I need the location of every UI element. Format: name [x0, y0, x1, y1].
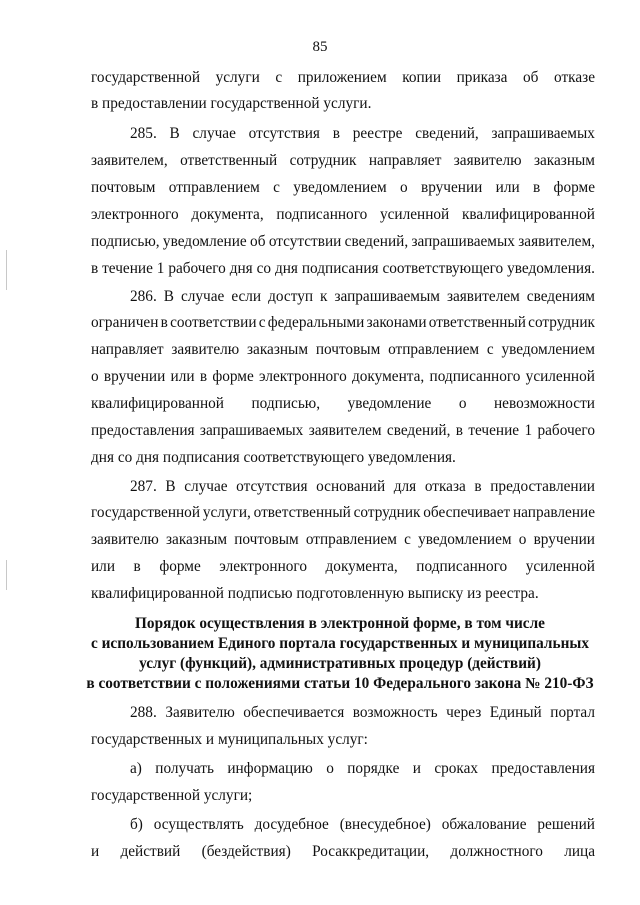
- word: (бездействия): [201, 843, 291, 860]
- text-line: [91, 367, 595, 387]
- word: течение: [102, 260, 153, 277]
- text-line: [91, 394, 595, 414]
- word: уведомлением: [293, 179, 387, 196]
- word: случае: [192, 125, 236, 142]
- word: 1: [524, 422, 533, 439]
- word: б): [130, 816, 143, 833]
- word: вручении: [420, 179, 483, 196]
- heading-line: в соответствии с положениями статьи 10 Федерального закона № 210-ФЗ: [86, 675, 594, 692]
- word: или: [170, 368, 195, 385]
- word: обжалование: [441, 816, 527, 833]
- word: 286.: [130, 288, 157, 305]
- word: Единый: [489, 704, 542, 721]
- heading-line: Порядок осуществления в электронной форме, в том числе: [135, 615, 545, 632]
- word: получать: [155, 760, 214, 777]
- word: заявителю: [171, 341, 240, 358]
- word: уведомлением: [501, 341, 595, 358]
- word: случае: [180, 288, 225, 305]
- text-line: [91, 232, 595, 252]
- word: сотрудник: [353, 504, 421, 521]
- word: заявителю: [91, 531, 159, 548]
- word: о: [326, 760, 334, 777]
- word: квалифицированной: [461, 206, 595, 223]
- word: предоставления: [91, 422, 195, 439]
- text-line: [91, 68, 595, 88]
- word: В: [169, 125, 180, 142]
- word: подписью,: [91, 233, 160, 250]
- word: рабочего: [168, 260, 226, 277]
- word: форме: [212, 368, 254, 385]
- page-number: 85: [312, 39, 328, 55]
- word: подписанного: [276, 206, 368, 223]
- word: о: [91, 368, 99, 385]
- text-line: [91, 205, 595, 225]
- word: дня: [229, 260, 253, 277]
- word: лица: [564, 843, 595, 860]
- word: заявителем: [446, 288, 520, 305]
- word: решений: [537, 816, 595, 833]
- word: сотрудник: [289, 152, 357, 169]
- word: ограничен: [91, 314, 159, 331]
- word: усиленной: [379, 206, 450, 223]
- word: сведений,: [344, 233, 409, 250]
- word: ответственный: [428, 314, 526, 331]
- word: 1: [156, 260, 165, 277]
- text-line: [130, 703, 595, 723]
- word: запрашиваемых: [199, 422, 304, 439]
- word: предоставления: [491, 760, 595, 777]
- word: (внесудебное): [339, 816, 431, 833]
- word: о: [400, 179, 408, 196]
- word: 285.: [130, 125, 157, 142]
- word: сроках: [434, 760, 479, 777]
- word: заказным: [533, 152, 595, 169]
- text-line: [91, 503, 595, 523]
- word: соответствующего: [382, 260, 504, 277]
- text-line: [91, 530, 595, 550]
- word: Росаккредитации,: [312, 843, 430, 860]
- word: в: [160, 314, 168, 331]
- word: о: [518, 531, 527, 548]
- word: уведомлением: [418, 531, 512, 548]
- text-line: [91, 178, 595, 198]
- word: с: [273, 179, 280, 196]
- word: с: [275, 69, 283, 86]
- word: для: [393, 478, 417, 495]
- word: заявителю: [453, 152, 522, 169]
- word: отправлением: [305, 531, 397, 548]
- text-line: [91, 151, 595, 171]
- word: заявителем,: [518, 233, 595, 250]
- word: отсутствия: [236, 478, 308, 495]
- word: почтовым: [234, 531, 299, 548]
- word: об: [250, 233, 266, 250]
- word: заявителем: [308, 422, 382, 439]
- text-line: государственных и муниципальных услуг:: [91, 731, 368, 748]
- word: реестре: [352, 125, 403, 142]
- text-line: [130, 124, 595, 144]
- word: заявителем,: [91, 152, 168, 169]
- word: к: [320, 288, 328, 305]
- word: доступ: [268, 288, 314, 305]
- word: электронного: [219, 558, 307, 575]
- word: в: [474, 478, 482, 495]
- text-line: [130, 287, 595, 307]
- word: заказным: [166, 531, 228, 548]
- word: и: [412, 760, 421, 777]
- word: государственной: [91, 69, 201, 86]
- word: усиленной: [525, 558, 595, 575]
- text-line: [91, 313, 595, 333]
- word: направляет: [368, 152, 442, 169]
- word: уведомление: [162, 233, 247, 250]
- word: отказе: [554, 69, 595, 86]
- word: сотрудник: [528, 314, 595, 331]
- word: сведений,: [415, 125, 479, 142]
- word: в: [455, 422, 463, 439]
- word: в: [532, 179, 541, 196]
- text-line: [91, 421, 595, 441]
- word: вручении: [103, 368, 166, 385]
- word: 287.: [130, 478, 157, 495]
- text-line: дня со дня подписания соответствующего уведомления.: [91, 449, 456, 466]
- word: ответственный: [180, 152, 278, 169]
- word: подписания: [301, 260, 379, 277]
- word: услуги,: [202, 504, 251, 521]
- word: ответственный: [253, 504, 351, 521]
- word: федеральными: [267, 314, 365, 331]
- word: об: [523, 69, 539, 86]
- text-line: [130, 477, 595, 497]
- word: с: [404, 531, 411, 548]
- word: должностного: [450, 843, 543, 860]
- word: отсутствии: [268, 233, 342, 250]
- word: Заявителю: [165, 704, 235, 721]
- text-line: [130, 815, 595, 835]
- word: рабочего: [537, 422, 595, 439]
- text-line: [91, 842, 595, 862]
- word: и: [91, 843, 100, 860]
- heading-line: с использованием Единого портала государственных и муниципальных: [90, 635, 589, 652]
- word: уведомления.: [507, 260, 595, 277]
- word: возможность: [352, 704, 438, 721]
- word: течение: [468, 422, 520, 439]
- scan-margin-mark: [6, 560, 7, 590]
- word: соответствии: [170, 314, 257, 331]
- word: квалифицированной: [91, 395, 224, 412]
- word: через: [446, 704, 482, 721]
- word: приказа: [456, 69, 508, 86]
- word: а): [130, 760, 142, 777]
- word: с: [486, 341, 494, 358]
- word: сведениям: [526, 288, 595, 305]
- word: оснований: [316, 478, 386, 495]
- word: если: [231, 288, 262, 305]
- word: В: [163, 288, 174, 305]
- text-line: [130, 759, 595, 779]
- word: услуги: [215, 69, 260, 86]
- word: электронного: [259, 368, 347, 385]
- word: обеспечивает: [423, 504, 511, 521]
- word: 288.: [130, 704, 157, 721]
- word: почтовым: [315, 341, 381, 358]
- word: с: [258, 314, 266, 331]
- word: случае: [184, 478, 228, 495]
- word: государственной: [91, 504, 201, 521]
- text-line: [91, 557, 595, 577]
- word: в: [133, 558, 141, 575]
- word: отказа: [424, 478, 466, 495]
- word: в: [91, 260, 99, 277]
- text-line: государственной услуги;: [91, 787, 253, 804]
- word: В: [165, 478, 176, 495]
- word: порядке: [347, 760, 400, 777]
- word: направляет: [91, 341, 164, 358]
- word: сведений,: [386, 422, 451, 439]
- word: уведомление: [347, 395, 432, 412]
- word: или: [495, 179, 520, 196]
- word: досудебное: [254, 816, 329, 833]
- word: предоставлении: [490, 478, 595, 495]
- word: приложением: [297, 69, 387, 86]
- word: запрашиваемых: [411, 233, 515, 250]
- word: копии: [402, 69, 442, 86]
- word: невозможности: [494, 395, 595, 412]
- word: запрашиваемых: [491, 125, 595, 142]
- word: документа,: [191, 206, 264, 223]
- word: вручении: [533, 531, 595, 548]
- text-line: в предоставлении государственной услуги.: [91, 95, 372, 112]
- text-line: квалифицированной подписью подготовленную выписку из реестра.: [91, 585, 539, 602]
- word: отсутствия: [248, 125, 320, 142]
- word: законами: [366, 314, 427, 331]
- word: направление: [512, 504, 595, 521]
- word: подписью,: [251, 395, 321, 412]
- scan-margin-mark: [6, 250, 7, 290]
- word: документа,: [352, 368, 425, 385]
- word: подписанного: [416, 558, 508, 575]
- word: отправлением: [168, 179, 260, 196]
- word: информацию: [227, 760, 313, 777]
- word: документа,: [325, 558, 398, 575]
- word: в: [332, 125, 340, 142]
- word: заказным: [247, 341, 309, 358]
- word: форме: [553, 179, 595, 196]
- word: почтовым: [91, 179, 156, 196]
- word: со: [256, 260, 272, 277]
- text-line: [91, 340, 595, 360]
- text-line: [91, 259, 595, 279]
- word: в: [199, 368, 208, 385]
- word: портал: [550, 704, 595, 721]
- word: действий: [120, 843, 181, 860]
- word: запрашиваемым: [334, 288, 440, 305]
- word: отправлением: [388, 341, 480, 358]
- word: форме: [159, 558, 201, 575]
- word: электронного: [91, 206, 179, 223]
- word: усиленной: [525, 368, 595, 385]
- word: о: [458, 395, 467, 412]
- word: обеспечивается: [243, 704, 345, 721]
- word: подписанного: [429, 368, 521, 385]
- word: дня: [274, 260, 298, 277]
- heading-line: услуг (функций), административных процедур (действий): [139, 655, 541, 672]
- word: осуществлять: [153, 816, 244, 833]
- word: или: [91, 558, 116, 575]
